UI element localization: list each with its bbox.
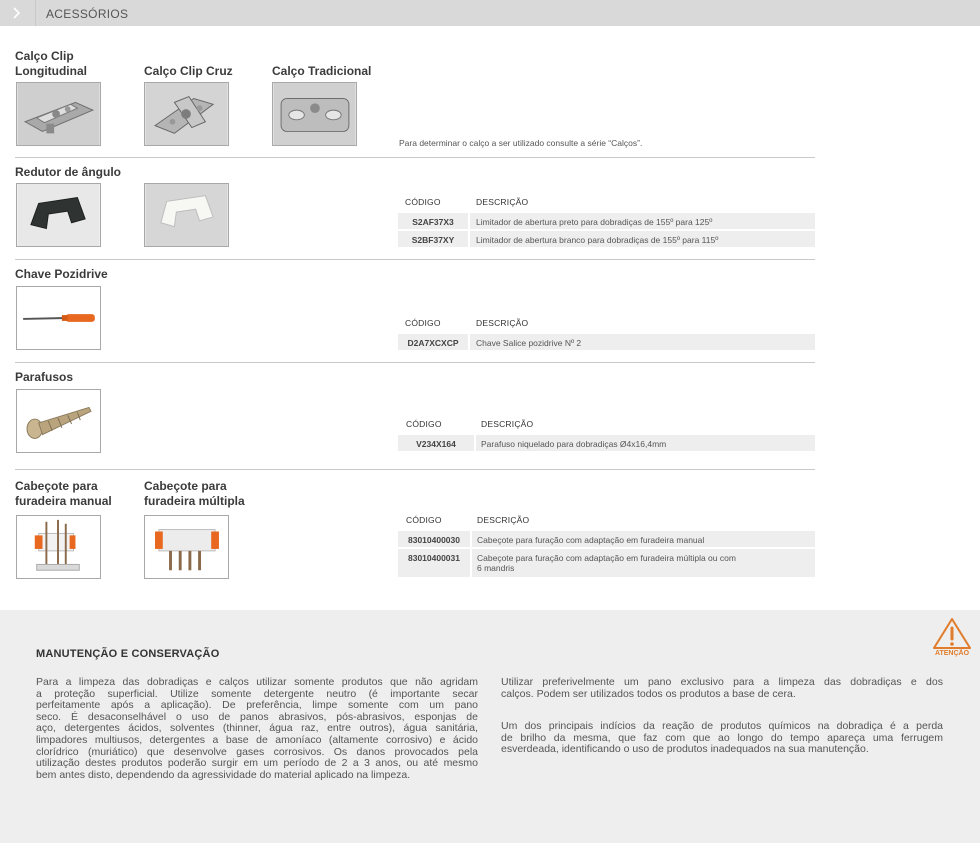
table-row — [398, 213, 815, 229]
paragraph-line: Um dos principais indícios da reação de produtos químicos na dobradiça é a perda — [501, 720, 943, 732]
calco-clip-cruz-image — [144, 82, 229, 146]
maintenance-right-paragraph-2 — [501, 721, 943, 756]
calco-tradicional-image — [272, 82, 357, 146]
table-row — [398, 334, 815, 350]
parafuso-image — [16, 389, 101, 453]
description-line: Cabeçote para furação com adaptação em furadeira múltipla ou com — [477, 553, 736, 563]
section-divider — [15, 259, 815, 260]
paragraph-line: perfeitamente após a aplicação). De preferência, limpe somente com um pano — [36, 699, 478, 712]
section-divider — [15, 362, 815, 363]
warning-badge — [930, 616, 974, 658]
paragraph-line: a proteção superficial. Utilize somente detergente neutro (é importante secar — [36, 687, 478, 700]
paragraph-line: Utilizar preferivelmente um pano exclusivo para a limpeza das dobradiças e dos — [501, 676, 943, 688]
product-code: 83010400031 — [407, 553, 460, 563]
label-line: furadeira múltipla — [144, 494, 245, 508]
paragraph-line: Para a limpeza das dobradiças e calços utilizar somente produtos que não agridam — [36, 676, 478, 688]
maintenance-heading: MANUTENÇÃO E CONSERVAÇÃO — [36, 648, 220, 660]
paragraph-line: de brilho da mesma, que faz com que ao longo do tempo apareça uma ferrugem — [501, 731, 943, 744]
maintenance-left-paragraph — [36, 677, 478, 781]
section-header-bar — [0, 0, 980, 26]
section-title: ACESSÓRIOS — [46, 7, 129, 21]
column-header-description: DESCRIÇÃO — [481, 419, 534, 429]
product-code: S2BF37XY — [411, 235, 455, 245]
section-divider — [15, 157, 815, 158]
product-code: D2A7XCXCP — [407, 338, 459, 348]
description-line: 6 mandris — [477, 563, 515, 573]
paragraph-line: seco. É desaconselhável o uso de panos abrasivos, pós-abrasivos, esponjas de — [36, 710, 478, 723]
product-code: V234X164 — [416, 439, 456, 449]
product-code: S2AF37X3 — [412, 217, 454, 227]
item-label-chave-pozidrive: Chave Pozidrive — [15, 267, 108, 281]
redutor-branco-image — [144, 183, 229, 247]
chave-pozidrive-image — [16, 286, 101, 350]
chevron-right-icon[interactable] — [10, 6, 24, 20]
column-header-description: DESCRIÇÃO — [476, 197, 529, 207]
cell-divider — [468, 334, 470, 350]
column-header-code: CÓDIGO — [406, 515, 442, 525]
item-label-cabecote-multipla — [144, 479, 245, 509]
table-row — [398, 435, 815, 451]
label-line: Cabeçote para — [15, 479, 98, 493]
cell-divider — [468, 213, 470, 229]
cell-divider — [470, 531, 472, 547]
paragraph-line: limpadores multiusos, detergentes a base de amoníaco (altamente corrosivo) e ácido — [36, 733, 478, 746]
maintenance-panel — [0, 610, 980, 843]
column-header-code: CÓDIGO — [406, 419, 442, 429]
label-line: Calço Clip — [15, 49, 74, 63]
paragraph-line: utilização destes produtos poderão surgir em um período de 2 a 3 anos, ou até mesmo — [36, 757, 478, 770]
section-divider — [15, 469, 815, 470]
table-row — [398, 549, 815, 577]
warning-label: ATENÇÃO — [934, 650, 970, 657]
item-label-calco-clip-longitudinal — [15, 49, 87, 79]
paragraph-line: calços. Podem ser utilizados todos os produtos a base de cera. — [501, 687, 796, 700]
cabecote-manual-image — [16, 515, 101, 579]
item-label-parafusos: Parafusos — [15, 370, 74, 384]
warning-icon — [930, 616, 974, 650]
calcos-reference-note: Para determinar o calço a ser utilizado consulte a série “Calços”. — [399, 138, 643, 148]
header-divider — [35, 0, 36, 26]
maintenance-right-paragraph-1 — [501, 677, 943, 700]
redutor-preto-image — [16, 183, 101, 247]
column-header-code: CÓDIGO — [405, 197, 441, 207]
column-header-description: DESCRIÇÃO — [476, 318, 529, 328]
column-header-code: CÓDIGO — [405, 318, 441, 328]
label-line: furadeira manual — [15, 494, 112, 508]
product-description: Limitador de abertura branco para dobradiças de 155º para 115º — [476, 235, 719, 245]
label-line: Longitudinal — [15, 64, 87, 78]
item-label-calco-clip-cruz: Calço Clip Cruz — [144, 64, 233, 78]
cabecote-multipla-image — [144, 515, 229, 579]
table-row — [398, 531, 815, 547]
product-description: Limitador de abertura preto para dobradiças de 155º para 125º — [476, 217, 713, 227]
item-label-redutor-angulo: Redutor de ângulo — [15, 165, 121, 179]
product-description: Parafuso niquelado para dobradiças Ø4x16,4mm — [481, 439, 667, 449]
table-row — [398, 231, 815, 247]
item-label-cabecote-manual — [15, 479, 112, 509]
calco-clip-longitudinal-image — [16, 82, 101, 146]
product-description — [477, 553, 736, 573]
cell-divider — [468, 231, 470, 247]
paragraph-line: bem antes disto, dependendo da agressividade do material aplicado na limpeza. — [36, 768, 411, 781]
product-description: Chave Salice pozidrive Nº 2 — [476, 338, 582, 348]
product-description: Cabeçote para furação com adaptação em furadeira manual — [477, 535, 705, 545]
cell-divider — [470, 549, 472, 577]
paragraph-line: aço, detergentes ácidos, solventes (thinner, água raz, entre outros), água sanitária, — [36, 722, 478, 735]
column-header-description: DESCRIÇÃO — [477, 515, 530, 525]
product-code: 83010400030 — [407, 535, 460, 545]
cell-divider — [474, 435, 476, 451]
paragraph-line: esverdeada, identificando o uso de produtos inadequados na sua manutenção. — [501, 743, 869, 756]
item-label-calco-tradicional: Calço Tradicional — [272, 64, 372, 78]
paragraph-line: clorídrico (muriático) que desenvolve gases corrosivos. Os danos provocados pela — [36, 745, 478, 758]
label-line: Cabeçote para — [144, 479, 227, 493]
